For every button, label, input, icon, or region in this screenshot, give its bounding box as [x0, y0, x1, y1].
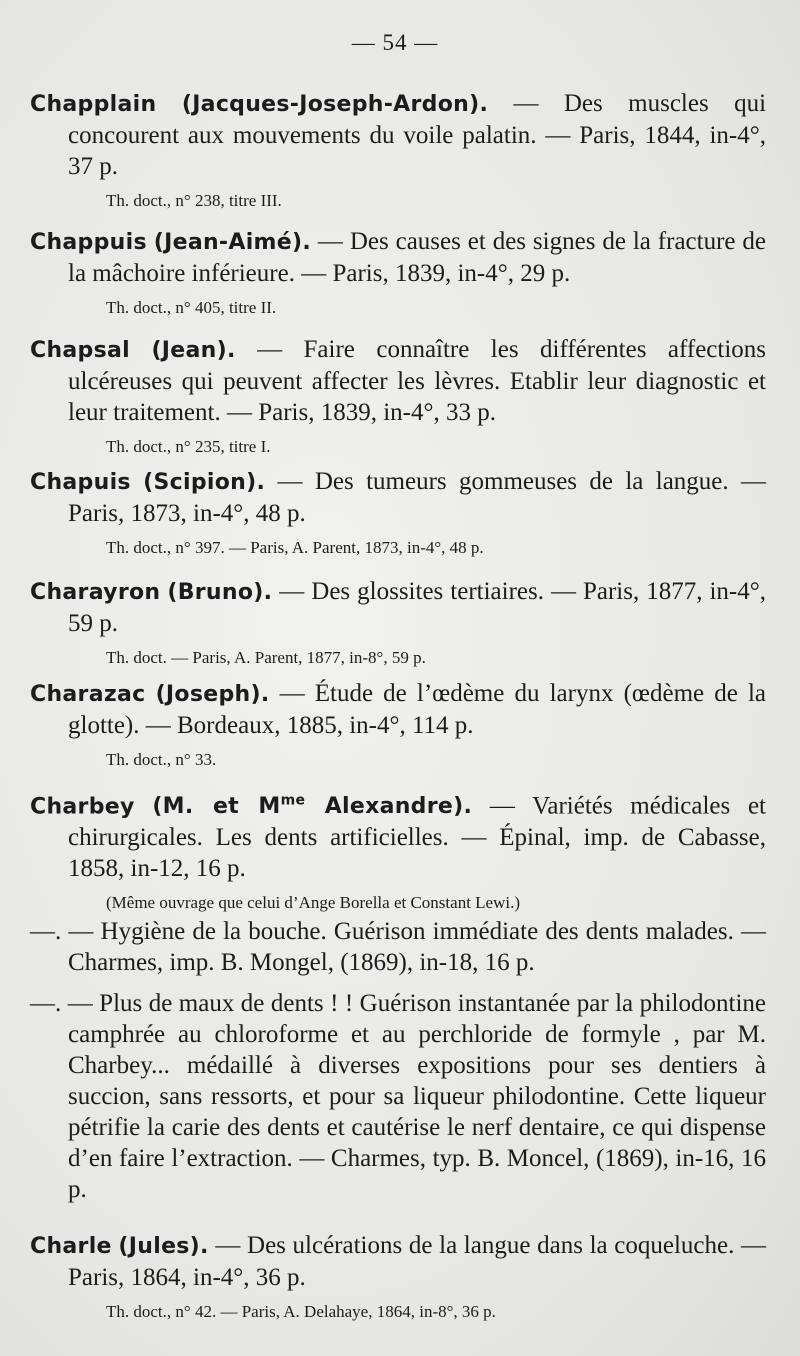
- entry-description: — Des causes et des signes de la fracture de la mâchoire inférieure. — Paris, 1839, in-4°, 29 p.: [68, 228, 766, 287]
- page-number: — 54 —: [351, 30, 439, 55]
- entry-note: Th. doct., n° 397. — Paris, A. Parent, 1873, in-4°, 48 p.: [106, 538, 484, 557]
- entry-text: [30, 88, 766, 182]
- author-name: Chapuis: [30, 470, 131, 495]
- entry-chapplain: [30, 88, 766, 212]
- entry-note: Th. doct., n° 33.: [106, 750, 217, 769]
- author-forenames: (Scipion).: [143, 470, 266, 495]
- entry-text: [30, 576, 766, 639]
- entry-charbey: [30, 786, 766, 914]
- author-forenames: (Jean).: [151, 338, 236, 363]
- entry-chapsal: [30, 334, 766, 458]
- entry-text: [30, 786, 766, 884]
- author-name: Charle: [30, 1234, 112, 1259]
- author-name: Chapplain: [30, 92, 157, 117]
- entry-chappuis: [30, 226, 766, 319]
- entry-text: [30, 988, 766, 1205]
- entry-description: — Variétés médicales et chirurgicales. Les dents artificielles. — Épinal, imp. de Cabasse, 1858, in-12, 16 p.: [68, 792, 766, 883]
- author-name: Charbey: [30, 794, 135, 820]
- entry-description: — Des muscles qui concourent aux mouvements du voile palatin. — Paris, 1844, in-4°, 37 p.: [68, 90, 767, 180]
- entry-description: — Des ulcérations de la langue dans la coqueluche. — Paris, 1864, in-4°, 36 p.: [68, 1232, 766, 1291]
- author-forenames: (M. et $M^{me}$ Alexandre).: [152, 793, 473, 820]
- ditto-dash: —.: [30, 918, 62, 945]
- author-forenames: (Jean-Aimé).: [153, 230, 311, 255]
- entry-note: Th. doct. — Paris, A. Parent, 1877, in-8°, 59 p.: [106, 648, 426, 667]
- entry-note: Th. doct., n° 238, titre III.: [106, 191, 282, 210]
- ditto-dash: —.: [30, 990, 62, 1017]
- entry-description: — Faire connaître les différentes affections ulcéreuses qui peuvent affecter les lèvres. Etablir leur diagnostic et leur traitement. — Paris, 1839, in-4°, 33 p.: [68, 336, 767, 426]
- entry-note: Th. doct., n° 235, titre I.: [106, 437, 271, 456]
- entry-description: — Des tumeurs gommeuses de la langue. — Paris, 1873, in-4°, 48 p.: [68, 468, 766, 527]
- entry-description: — Étude de l’œdème du larynx (œdème de la glotte). — Bordeaux, 1885, in-4°, 114 p.: [68, 680, 766, 739]
- author-forenames: (Joseph).: [155, 682, 270, 707]
- author-name: Charayron: [30, 580, 161, 605]
- author-forenames: (Jules).: [118, 1234, 209, 1259]
- entry-charazac: [30, 678, 766, 771]
- entry-text: [30, 466, 766, 529]
- author-forenames: (Bruno).: [167, 580, 273, 605]
- entry-charle: [30, 1230, 766, 1323]
- entry-charayron: [30, 576, 766, 669]
- author-forenames: (Jacques-Joseph-Ardon).: [181, 92, 489, 117]
- entry-description: — Hygiène de la bouche. Guérison immédiate des dents malades. — Charmes, imp. B. Mongel, (1869), in-18, 16 p.: [68, 918, 766, 976]
- entry-description: — Des glossites tertiaires. — Paris, 1877, in-4°, 59 p.: [68, 578, 766, 637]
- entry-text: [30, 916, 766, 978]
- entry-description: — Plus de maux de dents ! ! Guérison instantanée par la philodontine camphrée au chloroforme et au perchloride de formyle , par M. Charbey... médaillé à diverses expositions pour ses dentiers à succion, sans ressorts, et pour sa liqueur philodontine. Cette liqueur pétrifie la carie des dents et cautérise le nerf dentaire, ce qui dispense d’en faire l’extraction. — Charmes, typ. B. Moncel, (1869), in-16, 16 p.: [67, 990, 766, 1203]
- entry-chapuis: [30, 466, 766, 559]
- entry-text: [30, 334, 766, 428]
- entry-note: (Même ouvrage que celui d’Ange Borella et Constant Lewi.): [106, 893, 521, 913]
- entry-text: [30, 1230, 766, 1293]
- entry-charbey-hygiene: [30, 916, 766, 978]
- entry-note: Th. doct., n° 42. — Paris, A. Delahaye, 1864, in-8°, 36 p.: [106, 1302, 496, 1321]
- entry-charbey-philodontine: [30, 988, 766, 1205]
- entry-text: [30, 678, 766, 741]
- author-name: Chappuis: [30, 230, 147, 255]
- entry-text: [30, 226, 766, 289]
- author-name: Chapsal: [30, 338, 130, 363]
- entry-note: Th. doct., n° 405, titre II.: [106, 298, 277, 317]
- author-name: Charazac: [30, 682, 146, 707]
